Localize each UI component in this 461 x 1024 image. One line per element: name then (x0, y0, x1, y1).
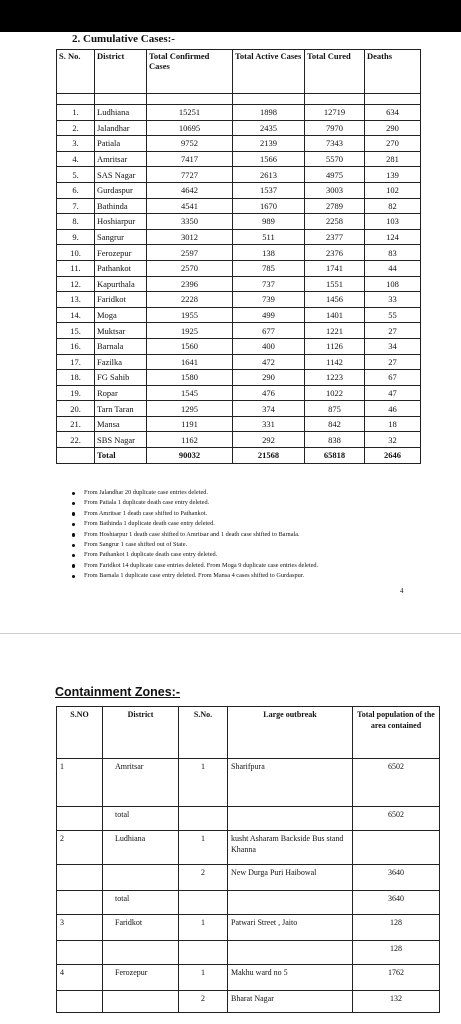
table-cell: 11. (57, 260, 95, 276)
table-cell: 9752 (147, 136, 233, 152)
top-black-bar (0, 0, 461, 32)
table-header-row (57, 50, 421, 94)
table-cell: 677 (233, 323, 305, 339)
table-cell (228, 891, 353, 915)
cumulative-cases-table (56, 49, 421, 464)
table-cell: 18 (365, 416, 421, 432)
containment-zones-title: Containment Zones:- (55, 685, 180, 699)
table-cell: 1741 (305, 260, 365, 276)
table-row (57, 198, 421, 214)
total-cell: 90032 (147, 448, 233, 464)
table-cell: 2435 (233, 120, 305, 136)
table-cell: 4541 (147, 198, 233, 214)
table-row (57, 276, 421, 292)
table-cell: 1295 (147, 401, 233, 417)
table-cell: 2613 (233, 167, 305, 183)
table-cell: 1. (57, 105, 95, 121)
table-row (57, 260, 421, 276)
table-cell: 4975 (305, 167, 365, 183)
cases-table-body (57, 105, 421, 464)
table-cell: Muktsar (95, 323, 147, 339)
table-cell: 3003 (305, 182, 365, 198)
table-cell: total (103, 807, 179, 831)
table-total-row (57, 448, 421, 464)
table-cell: 46 (365, 401, 421, 417)
total-cell: 21568 (233, 448, 305, 464)
table-cell: total (103, 891, 179, 915)
table-cell: 3640 (353, 891, 440, 915)
table-cell (179, 891, 228, 915)
table-cell: 875 (305, 401, 365, 417)
table-cell: 1 (57, 759, 103, 807)
table-cell: 499 (233, 307, 305, 323)
note-item: From Hoshiarpur 1 death case shifted to Amritsar and 1 death case shifted to Barnala. (72, 530, 318, 540)
table-cell: 83 (365, 245, 421, 261)
table-cell (57, 865, 103, 891)
table-cell: SBS Nagar (95, 432, 147, 448)
table-cell: 34 (365, 338, 421, 354)
table-cell: 7343 (305, 136, 365, 152)
table-cell: 2139 (233, 136, 305, 152)
column-header: Total Active Cases (233, 50, 305, 94)
table-row (57, 292, 421, 308)
table-row (57, 167, 421, 183)
table-cell: 2. (57, 120, 95, 136)
table-cell: 5570 (305, 151, 365, 167)
table-cell: 67 (365, 370, 421, 386)
note-item: From Amritsar 1 death case shifted to Pathankot. (72, 509, 318, 519)
table-cell: Patwari Street , Jaito (228, 915, 353, 941)
containment-zones-table (56, 706, 440, 1013)
table-cell: 18. (57, 370, 95, 386)
containment-table-body (57, 759, 440, 1013)
table-cell: 55 (365, 307, 421, 323)
table-cell: 476 (233, 385, 305, 401)
table-cell (179, 941, 228, 965)
table-cell: 2 (179, 865, 228, 891)
table-cell: 472 (233, 354, 305, 370)
total-cell: 2646 (365, 448, 421, 464)
table-cell: 13. (57, 292, 95, 308)
table-cell: 9. (57, 229, 95, 245)
table-cell: 103 (365, 214, 421, 230)
note-item: From Faridkot 14 duplicate case entries deleted. From Moga 9 duplicate case entries deleted. (72, 561, 318, 571)
table-row (57, 965, 440, 991)
table-cell: 1560 (147, 338, 233, 354)
page-divider (0, 633, 461, 634)
table-cell: 290 (365, 120, 421, 136)
table-cell: Sharifpura (228, 759, 353, 807)
table-cell: 1898 (233, 105, 305, 121)
table-cell: 4 (57, 965, 103, 991)
table-cell: 22. (57, 432, 95, 448)
table-cell: 6502 (353, 759, 440, 807)
table-cell: 1551 (305, 276, 365, 292)
table-cell: 842 (305, 416, 365, 432)
table-row (57, 370, 421, 386)
note-item: From Pathankot 1 duplicate death case entry deleted. (72, 550, 318, 560)
table-cell: 737 (233, 276, 305, 292)
table-cell: Tarn Taran (95, 401, 147, 417)
table-cell: 102 (365, 182, 421, 198)
table-cell (228, 941, 353, 965)
table-row (57, 385, 421, 401)
table-cell: 14. (57, 307, 95, 323)
table-cell (57, 891, 103, 915)
table-cell: 1925 (147, 323, 233, 339)
table-cell: Amritsar (103, 759, 179, 807)
table-cell: 2396 (147, 276, 233, 292)
table-cell: 2228 (147, 292, 233, 308)
table-cell: 8. (57, 214, 95, 230)
table-row (57, 915, 440, 941)
table-row (57, 214, 421, 230)
table-cell: 2570 (147, 260, 233, 276)
table-cell: 3012 (147, 229, 233, 245)
table-cell: 2 (57, 831, 103, 865)
table-cell (353, 831, 440, 865)
table-cell: 290 (233, 370, 305, 386)
table-cell: Pathankot (95, 260, 147, 276)
total-cell: Total (95, 448, 147, 464)
table-cell (57, 941, 103, 965)
table-row (57, 807, 440, 831)
table-cell: SAS Nagar (95, 167, 147, 183)
table-cell: Gurdaspur (95, 182, 147, 198)
table-cell: 1126 (305, 338, 365, 354)
table-cell: 19. (57, 385, 95, 401)
table-cell: 292 (233, 432, 305, 448)
table-cell: 1142 (305, 354, 365, 370)
table-cell: 82 (365, 198, 421, 214)
table-cell (103, 941, 179, 965)
table-cell: 1670 (233, 198, 305, 214)
table-cell (103, 865, 179, 891)
table-cell: 21. (57, 416, 95, 432)
table-cell: 108 (365, 276, 421, 292)
table-cell: 17. (57, 354, 95, 370)
table-row (57, 105, 421, 121)
table-cell: 2 (179, 991, 228, 1013)
table-cell: Faridkot (103, 915, 179, 941)
table-cell: 139 (365, 167, 421, 183)
table-cell: 1 (179, 965, 228, 991)
table-cell: Moga (95, 307, 147, 323)
table-cell: 1162 (147, 432, 233, 448)
table-spacer-row (57, 94, 421, 105)
table-cell: 12. (57, 276, 95, 292)
table-cell: Ludhiana (103, 831, 179, 865)
table-cell: 124 (365, 229, 421, 245)
table-cell: Fazilka (95, 354, 147, 370)
table-cell (57, 807, 103, 831)
table-row (57, 229, 421, 245)
table-cell: Kapurthala (95, 276, 147, 292)
table-cell: 128 (353, 915, 440, 941)
table-cell: 4. (57, 151, 95, 167)
table-cell: Ferozepur (103, 965, 179, 991)
table-cell: 33 (365, 292, 421, 308)
table-cell: 1221 (305, 323, 365, 339)
table-cell: 7970 (305, 120, 365, 136)
column-header: Large outbreak (228, 707, 353, 759)
table-cell: 1762 (353, 965, 440, 991)
table-cell: 3640 (353, 865, 440, 891)
table-cell: 4642 (147, 182, 233, 198)
table-cell: 7. (57, 198, 95, 214)
table-row (57, 120, 421, 136)
column-header: S. No. (57, 50, 95, 94)
table-cell (179, 807, 228, 831)
table-cell: Sangrur (95, 229, 147, 245)
table-cell: New Durga Puri Haibowal (228, 865, 353, 891)
table-row (57, 831, 440, 865)
column-header: S.NO (57, 707, 103, 759)
table-cell: 511 (233, 229, 305, 245)
table-cell: 2789 (305, 198, 365, 214)
table-cell: 1545 (147, 385, 233, 401)
table-row (57, 136, 421, 152)
table-row (57, 354, 421, 370)
table-row (57, 759, 440, 807)
table-cell: 10. (57, 245, 95, 261)
table-cell: Mansa (95, 416, 147, 432)
table-row (57, 151, 421, 167)
total-cell (57, 448, 95, 464)
table-row (57, 432, 421, 448)
table-cell: 20. (57, 401, 95, 417)
table-cell: 270 (365, 136, 421, 152)
table-cell: 1456 (305, 292, 365, 308)
table-cell: 7727 (147, 167, 233, 183)
column-header: Total population of the area contained (353, 707, 440, 759)
table-cell: 838 (305, 432, 365, 448)
table-cell: 2258 (305, 214, 365, 230)
table-cell: 32 (365, 432, 421, 448)
table-cell: Ropar (95, 385, 147, 401)
table-cell (57, 991, 103, 1013)
column-header: Deaths (365, 50, 421, 94)
table-cell: 374 (233, 401, 305, 417)
page-number: 4 (400, 587, 404, 595)
note-item: From Jalandhar 20 duplicate case entries deleted. (72, 488, 318, 498)
table-cell: 1 (179, 915, 228, 941)
column-header: Total Confirmed Cases (147, 50, 233, 94)
table-row (57, 182, 421, 198)
table-cell: Bharat Nagar (228, 991, 353, 1013)
table-row (57, 338, 421, 354)
table-cell: 634 (365, 105, 421, 121)
table-cell: 989 (233, 214, 305, 230)
table-cell: 47 (365, 385, 421, 401)
table-cell: 1955 (147, 307, 233, 323)
table-cell: 27 (365, 323, 421, 339)
table-cell: Ferozepur (95, 245, 147, 261)
table-cell: Hoshiarpur (95, 214, 147, 230)
table-cell: 44 (365, 260, 421, 276)
table-cell: Patiala (95, 136, 147, 152)
table-cell: Ludhiana (95, 105, 147, 121)
cumulative-cases-title: 2. Cumulative Cases:- (72, 33, 175, 45)
table-cell: 15. (57, 323, 95, 339)
table-cell: 281 (365, 151, 421, 167)
table-cell: 739 (233, 292, 305, 308)
table-cell: 331 (233, 416, 305, 432)
table-cell: 1580 (147, 370, 233, 386)
table-cell: 1022 (305, 385, 365, 401)
table-cell: FG Sahib (95, 370, 147, 386)
table-cell: 1223 (305, 370, 365, 386)
column-header: District (95, 50, 147, 94)
table-cell: Bathinda (95, 198, 147, 214)
table-cell: 15251 (147, 105, 233, 121)
table-cell: 2377 (305, 229, 365, 245)
table-header-row (57, 707, 440, 759)
table-cell: 7417 (147, 151, 233, 167)
table-cell: 138 (233, 245, 305, 261)
table-cell (228, 807, 353, 831)
table-cell: 1401 (305, 307, 365, 323)
total-cell: 65818 (305, 448, 365, 464)
table-cell: Makhu ward no 5 (228, 965, 353, 991)
table-row (57, 245, 421, 261)
table-cell: 2376 (305, 245, 365, 261)
table-cell: 1191 (147, 416, 233, 432)
table-cell: 3350 (147, 214, 233, 230)
note-item: From Bathinda 1 duplicate death case entry deleted. (72, 519, 318, 529)
table-row (57, 416, 421, 432)
column-header: S.No. (179, 707, 228, 759)
table-cell: 27 (365, 354, 421, 370)
table-row (57, 891, 440, 915)
table-cell: Barnala (95, 338, 147, 354)
table-row (57, 941, 440, 965)
table-cell: 785 (233, 260, 305, 276)
table-row (57, 401, 421, 417)
table-row (57, 865, 440, 891)
table-cell: 1537 (233, 182, 305, 198)
table-cell: 1 (179, 831, 228, 865)
column-header: Total Cured (305, 50, 365, 94)
note-item: From Sangrur 1 case shifted out of State. (72, 540, 318, 550)
table-row (57, 323, 421, 339)
table-row (57, 991, 440, 1013)
note-item: From Barnala 1 duplicate case entry deleted. From Mansa 4 cases shifted to Gurdaspur. (72, 571, 318, 581)
table-cell: 400 (233, 338, 305, 354)
table-cell: 2597 (147, 245, 233, 261)
table-cell: 132 (353, 991, 440, 1013)
table-cell: 6. (57, 182, 95, 198)
table-cell: 1 (179, 759, 228, 807)
table-cell: 5. (57, 167, 95, 183)
notes-list (72, 488, 318, 582)
table-cell: 6502 (353, 807, 440, 831)
table-cell: 3. (57, 136, 95, 152)
table-cell: 12719 (305, 105, 365, 121)
table-cell: Amritsar (95, 151, 147, 167)
table-cell: 16. (57, 338, 95, 354)
table-row (57, 307, 421, 323)
table-cell: Jalandhar (95, 120, 147, 136)
table-cell (103, 991, 179, 1013)
table-cell: 128 (353, 941, 440, 965)
table-cell: 1641 (147, 354, 233, 370)
table-cell: 3 (57, 915, 103, 941)
table-cell: Faridkot (95, 292, 147, 308)
note-item: From Patiala 1 duplicate death case entry deleted. (72, 498, 318, 508)
table-cell: kusht Asharam Backside Bus stand Khanna (228, 831, 353, 865)
column-header: District (103, 707, 179, 759)
table-cell: 1566 (233, 151, 305, 167)
table-cell: 10695 (147, 120, 233, 136)
